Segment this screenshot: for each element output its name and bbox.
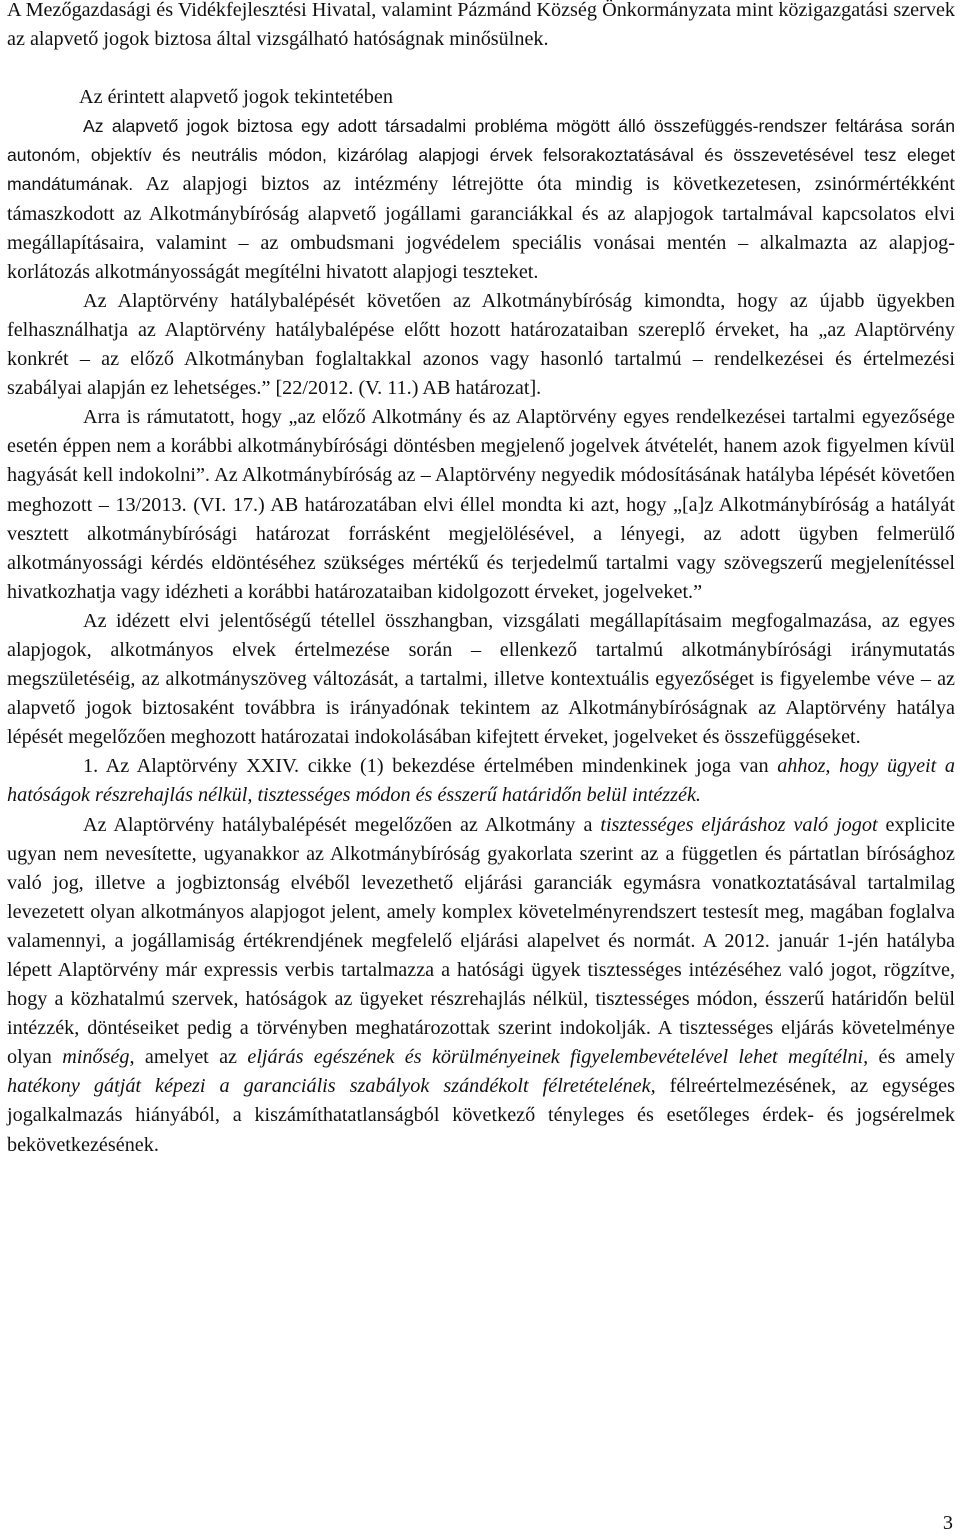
paragraph-6-text-a: Az Alaptörvény hatálybalépését megelőzően az Alkotmány a xyxy=(83,813,601,836)
paragraph-3: Arra is rámutatott, hogy „az előző Alkotmány és az Alaptörvény egyes rendelkezései tartalmi egyezősége esetén éppen nem a korábbi alkotmánybírósági döntésben megjelenő jogelvek átvételét, hanem azok figyelmen kívül hagyását kell indokolni”. Az Alkotmánybíróság az – Alaptörvény negyedik módosításának hatályba lépését követően meghozott – 13/2013. (VI. 17.) AB határozatában elvi éllel mondta ki azt, hogy „[a]z Alkotmánybíróság a hatályát vesztett alkotmánybírósági határozat forrásként megjelölésével, a lényegi, az adott ügyben felmerülő alkotmányossági kérdés eldöntéséhez szükséges mértékű és terjedelmű tartalmi vagy szövegszerű megjelenítéssel hivatkozhatja vagy idézheti a korábbi határozataiban kidolgozott érveket, jogelveket.” xyxy=(7,406,955,603)
paragraph-5-italic: ahhoz, hogy ügyeit a hatóságok részrehajlás nélkül, tisztességes módon és ésszerű határidőn belül intézzék. xyxy=(7,755,955,807)
intro-paragraph: A Mezőgazdasági és Vidékfejlesztési Hivatal, valamint Pázmánd Község Önkormányzata mint közigazgatási szervek az alapvető jogok biztosa által vizsgálható hatóságnak minősülnek. xyxy=(7,0,955,51)
paragraph-6-text-i: félreértelmezésének, az egységes jogalkalmazás hiányából, a kiszámíthatatlanságból következő tényleges és esetőleges érdek- és jogsérelmek bekövetkezésének. xyxy=(7,1075,955,1156)
paragraph-6-italic-d: minőség xyxy=(62,1046,130,1069)
paragraph-2: Az Alaptörvény hatálybalépését követően az Alkotmánybíróság kimondta, hogy az újabb ügyekben felhasználhatja az Alaptörvény hatálybalépése előtt hozott határozataiban szereplő érveket, ha „az Alaptörvény konkrét – az előző Alkotmányban foglaltakkal azonos vagy hasonló tartalmú – rendelkezései és értelmezési szabályai alapján ez lehetséges.” [22/2012. (V. 11.) AB határozat]. xyxy=(7,289,955,400)
paragraph-6-text-e: , amelyet az xyxy=(129,1046,248,1069)
paragraph-5 xyxy=(7,752,955,810)
paragraph-1 xyxy=(7,112,955,287)
paragraph-6-text-c: explicite ugyan nem nevesítette, ugyanakkor az Alkotmánybíróság gyakorlata szerint az a független és pártatlan bírósághoz való jog, illetve a jogbiztonság elvéből levezethető eljárási garanciák egymásra vonatkoztatásával tartalmilag levezetett olyan alkotmányos alapjogot jelent, amely komplex követelményrendszert testesít meg, magában foglalva valamennyi, a jogállamiság értékrendjének megfelelő eljárási alapelvet és normát. A 2012. január 1-jén hatályba lépett Alaptörvény már expressis verbis tartalmazza a hatósági ügyek tisztességes intézéséhez való jogot, rögzítve, hogy a közhatalmú szervek, hatóságok az ügyeket részrehajlás nélkül, tisztességes módon, ésszerű határidőn belül intézzék, döntéseiket pedig a törvényben meghatározottak szerint indokolják. A tisztességes eljárás követelménye olyan xyxy=(7,813,956,1069)
paragraph-6-italic-b: tisztességes eljáráshoz való jogot xyxy=(600,813,878,836)
document-body xyxy=(7,0,955,1160)
paragraph-6-italic-h: hatékony gátját képezi a garanciális szabályok szándékolt félretételének, xyxy=(7,1075,656,1098)
paragraph-6-italic-f: eljárás egészének és körülményeinek figyelembevételével lehet megítélni, xyxy=(247,1046,869,1069)
paragraph-6-text-g: és amely xyxy=(868,1046,955,1069)
paragraph-5-text: 1. Az Alaptörvény XXIV. cikke (1) bekezdése értelmében mindenkinek joga van xyxy=(83,755,778,778)
paragraph-1-serif-part: Az alapjogi biztos az intézmény létrejötte óta mindig is következetesen, zsinórmértékként támaszkodott az Alkotmánybíróság alapvető jogállami garanciákkal és az alapjogok tartalmával kapcsolatos elvi megállapításaira, valamint – az ombudsmani jogvédelem speciális vonásai mentén – alkalmazta az alapjog-korlátozás alkotmányosságát megítélni hivatott alapjogi teszteket. xyxy=(7,173,955,283)
section-heading: Az érintett alapvető jogok tekintetében xyxy=(79,86,393,109)
paragraph-6 xyxy=(7,811,955,1160)
paragraph-1-sans-part: Az alapvető jogok biztosa egy adott társadalmi probléma mögött álló összefüggés-rendszer feltárása során autonóm, objektív és neutrális módon, kizárólag alapjogi érvek felsorakoztatásával és összevetésével tesz eleget mandátumának. xyxy=(7,116,955,195)
paragraph-4: Az idézett elvi jelentőségű tétellel összhangban, vizsgálati megállapításaim megfogalmazása, az egyes alapjogok, alkotmányos elvek értelmezése során – ellenkező tartalmú alkotmánybírósági iránymutatás megszületéséig, az alkotmányszöveg változását, a tartalmi, illetve kontextuális egyezőséget is figyelembe véve – az alapvető jogok biztosaként továbbra is irányadónak tekintem az Alkotmánybíróságnak az Alaptörvény hatálya lépését megelőzően meghozott határozatai indokolásában kifejtett érveket, jogelveket és összefüggéseket. xyxy=(7,609,955,749)
page-number: 3 xyxy=(942,1512,953,1534)
